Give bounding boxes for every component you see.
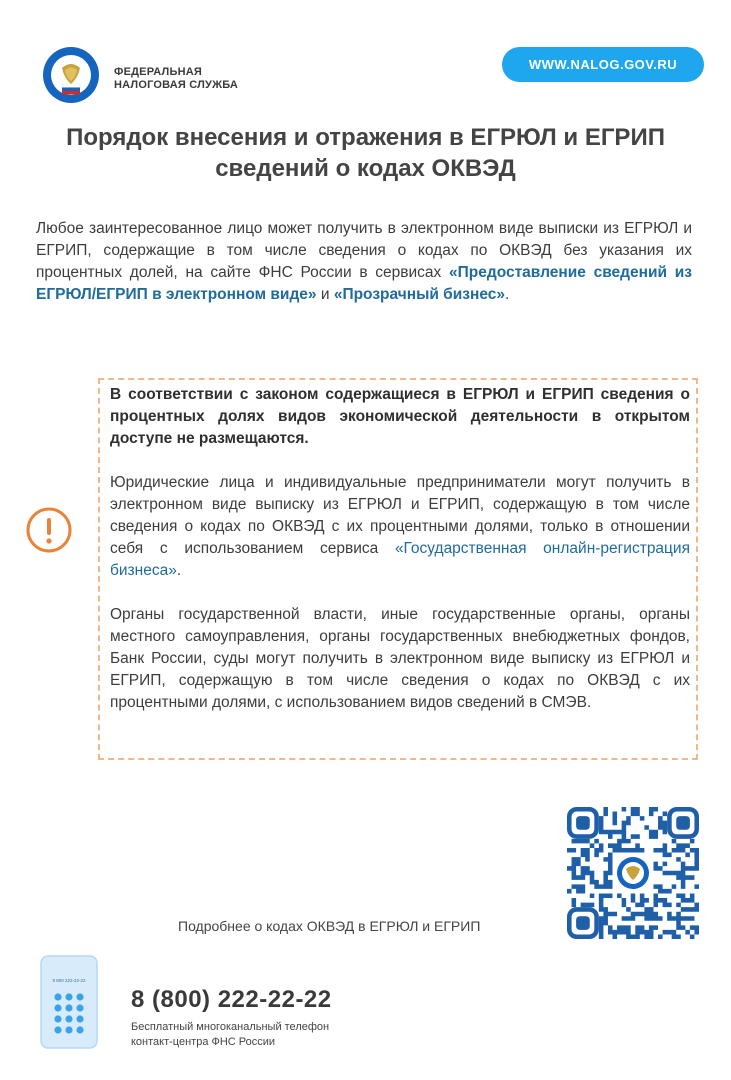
notice-box [98,378,698,760]
title-line2: сведений о кодах ОКВЭД [215,155,516,182]
fns-emblem-icon [42,46,100,104]
exclamation-icon [26,507,72,553]
intro-paragraph [36,218,692,306]
qr-caption: Подробнее о кодах ОКВЭД в ЕГРЮЛ и ЕГРИП [178,918,481,934]
page-title [20,122,711,184]
intro-conjunction: и [316,286,334,303]
org-name-line2: НАЛОГОВАЯ СЛУЖБА [114,79,239,91]
site-link-button[interactable]: WWW.NALOG.GOV.RU [502,47,704,82]
phone-desc-line2: контакт-центра ФНС России [131,1036,276,1048]
intro-text: Любое заинтересованное лицо может получить в электронном виде выписки из ЕГРЮЛ и ЕГРИП, содержащие в том числе сведения о кодах по ОКВЭД без указания их процентных долей, на сайте ФНС России в сервисах [36,220,692,281]
notice-paragraph2-end: . [176,562,182,579]
phone-icon [40,955,98,1049]
phone-screen-text: 8 800 222-22-22 [52,978,86,983]
notice-paragraph2-text: Юридические лица и индивидуальные предприниматели могут получить в электронном виде выписку из ЕГРЮЛ и ЕГРИП, содержащую в том числе сведения о кодах по ОКВЭД с их процентными долями, только в отношении себя с использованием сервиса [110,474,690,557]
qr-code-icon[interactable] [567,807,699,939]
notice-paragraph-authorities: Органы государственной власти, иные государственные органы, органы местного самоуправления, органы государственных внебюджетных фондов, Банк России, суды могут получить в электронном виде выписку из ЕГРЮЛ и ЕГРИП, содержащую в том числе сведения о кодах по ОКВЭД с их процентными долями, с использованием видов сведений в СМЭВ. [110,606,690,711]
egrul-service-link[interactable]: «Предоставление сведений из ЕГРЮЛ/ЕГРИП в электронном виде» [36,264,693,303]
notice-bold-paragraph: В соответствии с законом содержащиеся в ЕГРЮЛ и ЕГРИП сведения о процентных долях видов экономической деятельности в открытом доступе не размещаются. [110,386,690,447]
org-name [114,66,238,92]
phone-description [131,1020,329,1050]
online-registration-link[interactable]: «Государственная онлайн-регистрация бизнеса» [110,540,690,579]
transparent-business-link[interactable]: «Прозрачный бизнес» [333,286,505,303]
phone-number[interactable]: 8 (800) 222-22-22 [131,986,332,1013]
notice-paragraph-entities [110,472,690,582]
org-name-line1: ФЕДЕРАЛЬНАЯ [114,66,202,78]
title-line1: Порядок внесения и отражения в ЕГРЮЛ и ЕГРИП [66,124,665,151]
phone-desc-line1: Бесплатный многоканальный телефон [131,1021,330,1033]
header [0,0,731,110]
intro-end: . [505,286,510,303]
